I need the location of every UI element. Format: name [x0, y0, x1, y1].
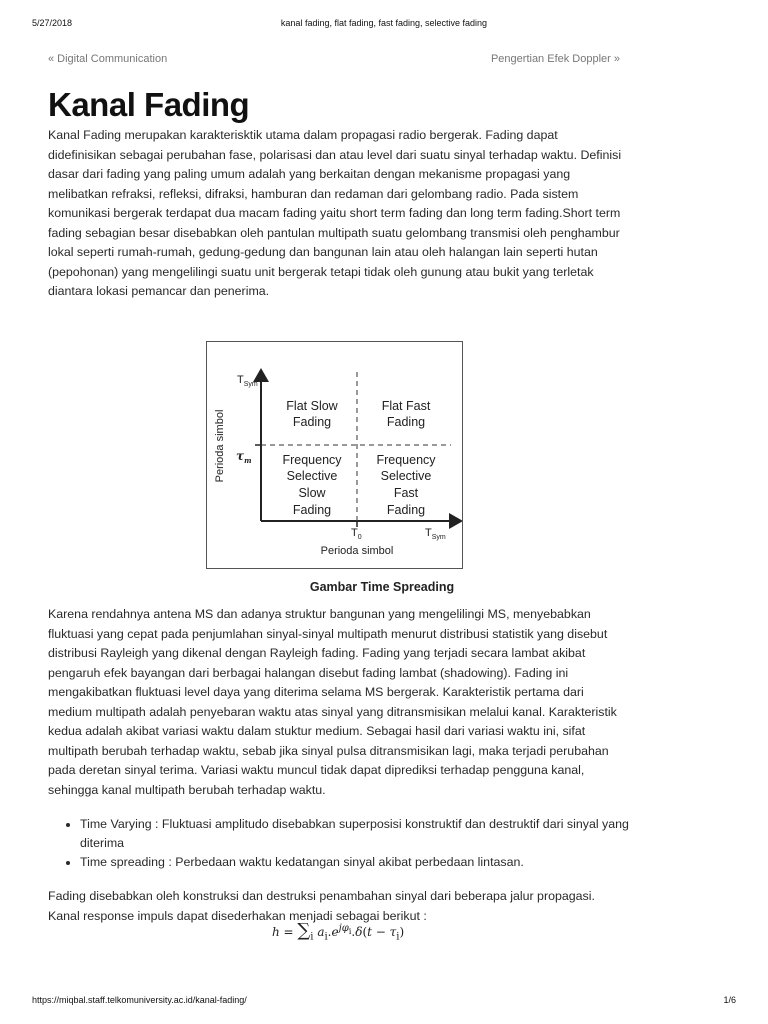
cell-br-line1: Frequency [376, 453, 436, 467]
bullet-time-varying: • Time Varying : Fluktuasi amplitudo disebabkan superposisi konstruktif dan destruktif dari sinyal yang diterima [80, 815, 641, 853]
article-title: Kanal Fading [48, 86, 250, 123]
print-title: kanal fading, flat fading, fast fading, selective fading [280, 18, 488, 28]
y-axis-label: Perioda simbol [214, 409, 226, 483]
time-spreading-diagram [207, 342, 462, 568]
prev-post-link[interactable]: « Digital Communication [48, 53, 168, 65]
y-tick-top-label: $T_{Sym}$ [237, 374, 258, 388]
y-tick-mid-label: $\tau_m$ [236, 449, 252, 465]
cell-tl-line1: Flat Slow [286, 399, 338, 413]
bullet-time-spreading: • Time spreading : Perbedaan waktu kedatangan sinyal akibat perbedaan lintasan. [80, 853, 641, 872]
print-url: https://miqbal.staff.telkomuniversity.ac.id/kanal-fading/ [32, 995, 247, 1005]
cell-br-line2: Selective [380, 469, 432, 483]
print-date: 5/27/2018 [32, 18, 73, 28]
cell-br-line4: Fading [386, 503, 426, 517]
cell-tr-line2: Fading [386, 415, 426, 429]
cell-bl-line4: Fading [292, 503, 332, 517]
cell-tl-line2: Fading [292, 415, 332, 429]
next-post-link[interactable]: Pengertian Efek Doppler » [490, 53, 620, 65]
cell-br-line3: Fast [393, 486, 419, 500]
cell-bl-line3: Slow [298, 486, 326, 500]
x-tick-end-label: $T_{Sym}$ [425, 527, 446, 541]
cell-tr-line1: Flat Fast [381, 399, 431, 413]
paragraph-impulse-response: Fading disebabkan oleh konstruksi dan destruksi penambahan sinyal dari beberapa jalur propagasi. Kanal response impuls dapat disederhakan menjadi sebagai berikut : [48, 889, 595, 923]
impulse-response-formula: $h = \sum_i$ $a_i.e^{j\varphi_i}.\delta(t - \tau_i)$ [272, 920, 405, 943]
bullet-list [48, 815, 641, 872]
print-page-number: 1/6 [723, 995, 736, 1005]
time-spreading-figure [206, 341, 463, 569]
x-axis-label: Perioda simbol [320, 545, 394, 557]
paragraph-intro: Kanal Fading merupakan karakterisktik utama dalam propagasi radio bergerak. Fading dapat didefinisikan sebagai perubahan fase, polarisasi dan atau level dari suatu sinyal terhadap waktu. Definisi dasar dari fading yang paling umum adalah yang berkaitan dengan mekanisme propagasi yang melibatkan refraksi, refleksi, difraksi, hamburan dan redaman dari gelombang radio. Pada sistem komunikasi bergerak terdapat dua macam fading yaitu short term fading dan long term fading.Short term fading sebagian besar disebabkan oleh pantulan multipath suatu gelombang transmisi oleh penghambur lokal seperti rumah-rumah, gedung-gedung dan bangunan lain atau oleh halangan lain seperti hutan (pepohonan) yang mengelilingi suatu unit bergerak tetapi tidak oleh gunung atau bukit yang terletak diantara lokasi pemancar dan penerima. [48, 128, 622, 298]
figure-caption: Gambar Time Spreading [309, 580, 455, 594]
cell-bl-line1: Frequency [282, 453, 342, 467]
cell-bl-line2: Selective [286, 469, 338, 483]
x-tick-mid-label: $T_0$ [351, 527, 362, 541]
paragraph-multipath: Karena rendahnya antena MS dan adanya struktur bangunan yang mengelilingi MS, menyebabkan fluktuasi yang cepat pada penjumlahan sinyal-sinyal multipath menurut distribusi statistik yang disebut distribusi Rayleigh yang dikenal dengan Rayleigh fading. Fading yang terjadi secara lambat akibat pengaruh efek bayangan dari berbagai halangan disebut fading lambat (shadowing). Fading ini mengakibatkan fluktuasi level daya yang diterima selama MS bergerak. Karakteristik pertama dari medium multipath adalah penyebaran waktu atas sinyal yang ditransmisikan melalui kanal. Karakteristik kedua adalah akibat variasi waktu dalam stuktur medium. Sebagai hasil dari variasi waktu ini, sifat multipath berubah terhadap waktu, sebab jika sinyal pulsa ditransmisikan lagi, maka terjadi perubahan pada deretan sinyal terima. Variasi waktu muncul tidak dapat diprediksi terhadap pengguna kanal, sehingga kanal multipath berubah terhadap waktu. [48, 607, 617, 797]
